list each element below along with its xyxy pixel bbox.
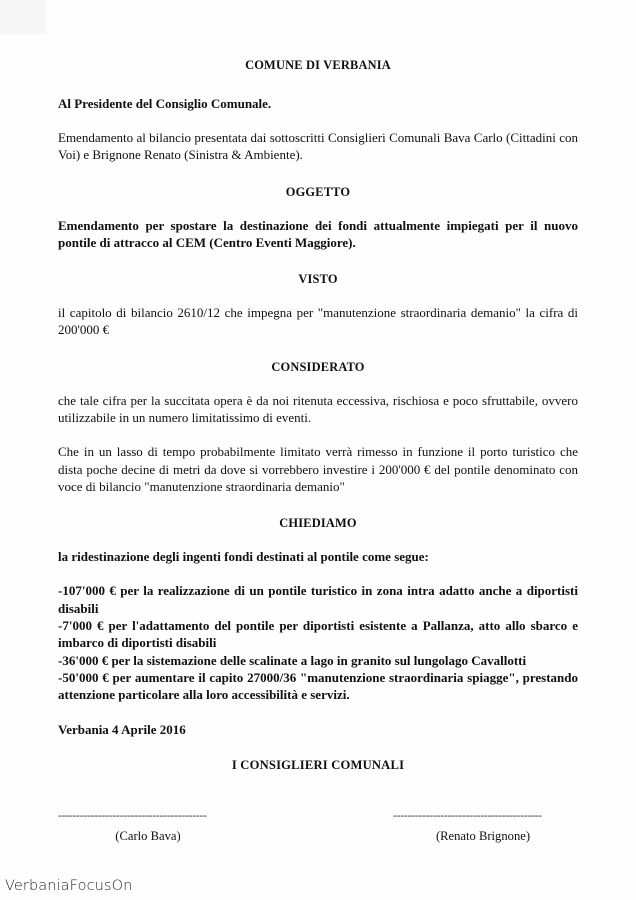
document-title: COMUNE DI VERBANIA	[245, 58, 391, 72]
section-heading-chiediamo: CHIEDIAMO	[279, 516, 357, 531]
signature-row	[58, 773, 578, 859]
section-heading-visto: VISTO	[298, 272, 338, 287]
request-item: -50'000 € per aumentare il capito 27000/36 "manutenzione straordinaria spiagge", prestando attenzione particolare alla loro accessibilità e servizi.	[58, 669, 578, 703]
signature-name: (Renato Brignone)	[435, 828, 531, 843]
section-heading-oggetto: OGGETTO	[285, 184, 351, 199]
visto-paragraph: il capitolo di bilancio 2610/12 che impegna per "manutenzione straordinaria demanio" la cifra di 200'000 €	[58, 305, 578, 338]
signature-block-carlo-bava	[58, 811, 238, 844]
considerato-paragraph-2: Che in un lasso di tempo probabilmente limitato verrà rimesso in funzione il porto turistico che dista poche decine di metri da dove si vorrebbero investire i 200'000 € del pontile denominato con voce di bilancio "manutenzione straordinaria demanio"	[58, 444, 578, 494]
section-heading-considerato: CONSIDERATO	[271, 359, 365, 374]
considerato-paragraph-1: che tale cifra per la succitata opera è da noi ritenuta eccessiva, rischiosa e poco sfruttabile, ovvero utilizzabile in un numero limitatissimo di eventi.	[58, 392, 578, 425]
oggetto-paragraph: Emendamento per spostare la destinazione dei fondi attualmente impiegati per il nuovo pontile di attracco al CEM (Centro Eventi Maggiore).	[58, 217, 578, 250]
signature-block-renato-brignone	[393, 811, 573, 844]
document-body	[58, 0, 578, 859]
signers-heading: I CONSIGLIERI COMUNALI	[231, 758, 405, 773]
addressee-line: Al Presidente del Consiglio Comunale.	[58, 96, 272, 111]
signature-rule: -----------------------------------------	[58, 811, 207, 823]
chiediamo-lead: la ridestinazione degli ingenti fondi destinati al pontile come segue:	[58, 549, 429, 565]
watermark-label: VerbaniaFocusOn	[5, 878, 133, 894]
request-item: -36'000 € per la sistemazione delle scalinate a lago in granito sul lungolago Cavallotti	[58, 652, 527, 668]
place-and-date: Verbania 4 Aprile 2016	[58, 722, 186, 738]
request-items-list	[58, 565, 578, 703]
scan-artifact	[0, 0, 46, 34]
request-item: -7'000 € per l'adattamento del pontile per diportisti esistente a Pallanza, atto allo sbarco e imbarco di diportisti disabili	[58, 617, 578, 651]
intro-paragraph: Emendamento al bilancio presentata dai sottoscritti Consiglieri Comunali Bava Carlo (Cittadini con Voi) e Brignone Renato (Sinistra & Ambiente).	[58, 130, 578, 163]
request-item: -107'000 € per la realizzazione di un pontile turistico in zona intra adatto anche a diportisti disabili	[58, 583, 578, 616]
signature-name: (Carlo Bava)	[115, 828, 181, 843]
signature-rule: -----------------------------------------	[393, 811, 542, 823]
